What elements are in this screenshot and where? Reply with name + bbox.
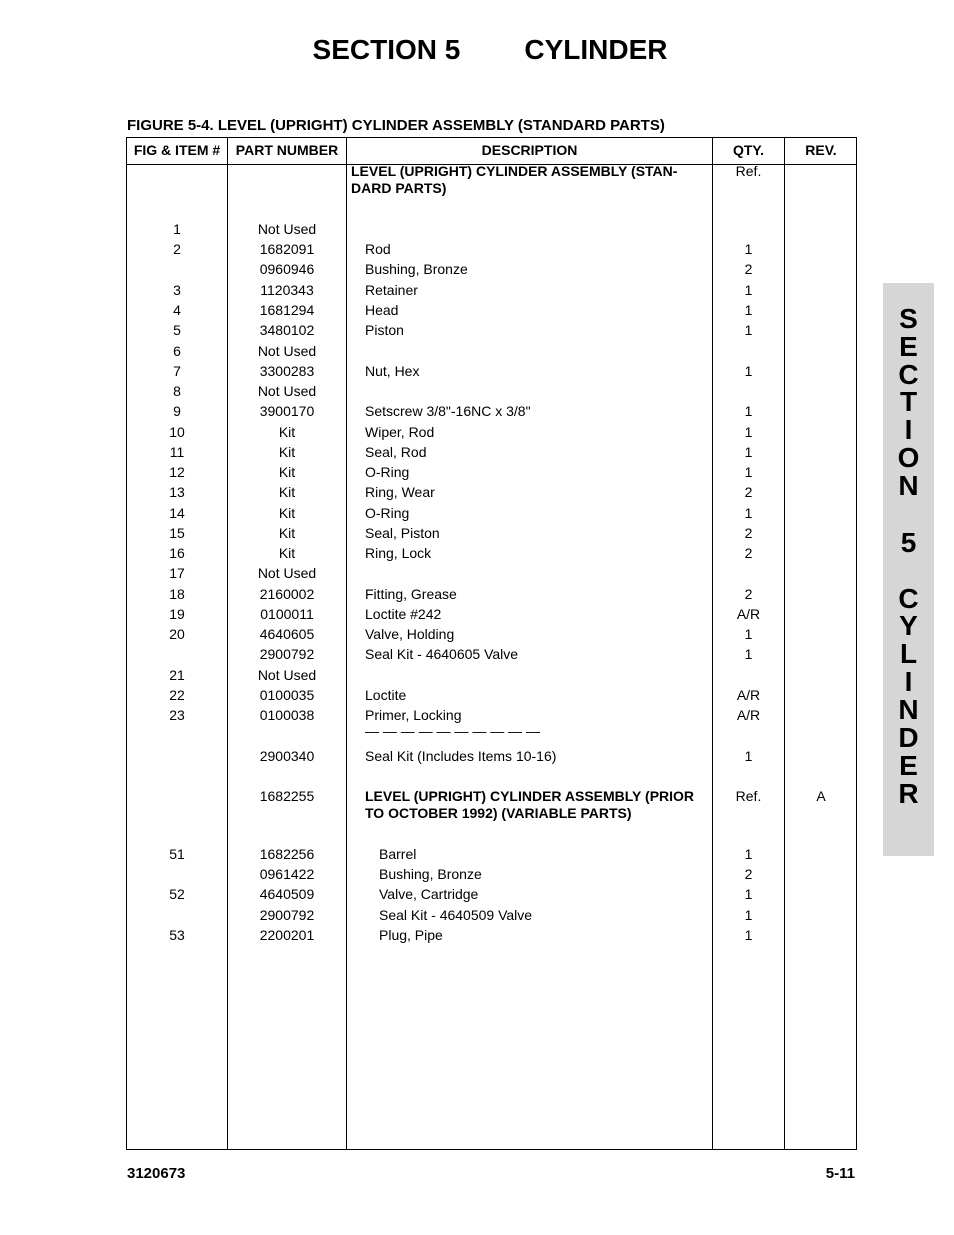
description-line: TO OCTOBER 1992) (VARIABLE PARTS) [365, 805, 632, 821]
description-cell [351, 424, 725, 440]
description-line: Bushing, Bronze [379, 866, 482, 882]
qty-cell: A/R [736, 687, 761, 703]
header-rev: REV. [805, 142, 837, 158]
qty-cell: A/R [736, 707, 761, 723]
fig-item-cell: 16 [169, 545, 185, 561]
description-cell [351, 322, 725, 338]
description-cell [351, 403, 725, 419]
side-tab-letter: Y [899, 610, 918, 641]
fig-item-cell: 53 [169, 927, 185, 943]
part-number-cell: 2900792 [259, 907, 315, 923]
description-line: Valve, Cartridge [379, 886, 479, 902]
qty-cell: 1 [744, 886, 753, 902]
part-number-cell: 0100011 [260, 606, 314, 622]
description-line: Loctite #242 [365, 606, 442, 622]
side-tab-letter: E [899, 331, 918, 362]
description-line: Ring, Lock [365, 545, 432, 561]
description-line: LEVEL (UPRIGHT) CYLINDER ASSEMBLY (STAN- [351, 163, 678, 179]
side-tab-letter: N [898, 694, 919, 725]
description-line: Seal Kit - 4640605 Valve [365, 646, 519, 662]
description-cell [351, 282, 725, 298]
qty-cell: 1 [744, 363, 753, 379]
header-part-number: PART NUMBER [235, 142, 339, 158]
part-number-cell: Kit [278, 545, 296, 561]
part-number-cell: 3480102 [259, 322, 315, 338]
qty-cell: 1 [744, 241, 753, 257]
description-cell [351, 846, 739, 862]
fig-item-cell: 7 [173, 363, 181, 379]
part-number-cell: 3300283 [259, 363, 315, 379]
fig-item-cell: 4 [173, 302, 181, 318]
description-cell [351, 444, 725, 460]
qty-cell: 2 [744, 261, 753, 277]
qty-cell: 1 [744, 626, 753, 642]
part-number-cell: 1681294 [259, 302, 315, 318]
qty-cell: 1 [744, 927, 753, 943]
side-tab-letter: I [904, 666, 913, 697]
part-number-cell: 0961422 [259, 866, 315, 882]
description-line: Seal, Piston [365, 525, 440, 541]
part-number-cell: 4640509 [259, 886, 315, 902]
qty-cell: Ref. [735, 163, 762, 179]
description-line: Seal Kit (Includes Items 10-16) [365, 748, 557, 764]
part-number-cell: 2160002 [259, 586, 315, 602]
qty-cell: 2 [744, 586, 753, 602]
part-number-cell: Not Used [257, 565, 317, 581]
fig-item-cell: 18 [169, 586, 185, 602]
qty-cell: 2 [744, 545, 753, 561]
part-number-cell: 1682255 [259, 788, 315, 804]
page-number: 5-11 [825, 1165, 855, 1182]
fig-item-cell: 6 [173, 343, 181, 359]
qty-cell: 1 [744, 907, 753, 923]
side-tab-letter: D [898, 722, 919, 753]
description-cell [351, 723, 725, 739]
part-number-cell: Kit [278, 505, 296, 521]
description-cell [351, 525, 725, 541]
part-number-cell: Kit [278, 444, 296, 460]
side-tab-letter: E [899, 750, 918, 781]
column-divider [784, 138, 785, 1149]
fig-item-cell: 10 [169, 424, 185, 440]
description-cell [351, 241, 725, 257]
description-line: Seal, Rod [365, 444, 427, 460]
description-line: DARD PARTS) [351, 180, 447, 196]
fig-item-cell: 5 [173, 322, 181, 338]
fig-item-cell: 11 [169, 444, 185, 460]
description-cell [351, 748, 725, 764]
side-tab-letter: S [899, 303, 918, 334]
description-cell [351, 464, 725, 480]
part-number-cell: 0100038 [259, 707, 315, 723]
description-cell [351, 606, 725, 622]
doc-number: 3120673 [127, 1165, 186, 1182]
description-line: Head [365, 302, 399, 318]
description-cell [351, 626, 725, 642]
fig-item-cell: 22 [169, 687, 185, 703]
side-tab-letter: T [899, 386, 918, 417]
description-line: Plug, Pipe [379, 927, 443, 943]
figure-caption: FIGURE 5-4. LEVEL (UPRIGHT) CYLINDER ASSEMBLY (STANDARD PARTS) [127, 117, 665, 134]
fig-item-cell: 12 [169, 464, 185, 480]
description-cell [351, 484, 725, 500]
side-tab-letter: N [898, 470, 919, 501]
part-number-cell: 4640605 [259, 626, 315, 642]
qty-cell: 1 [744, 748, 753, 764]
column-divider [346, 138, 347, 1149]
part-number-cell: Not Used [257, 343, 317, 359]
side-tab-letter: O [897, 442, 920, 473]
part-number-cell: 2900340 [259, 748, 315, 764]
description-line: Fitting, Grease [365, 586, 457, 602]
parts-table [126, 137, 857, 1150]
fig-item-cell: 23 [169, 707, 185, 723]
section-title [0, 34, 954, 66]
description-cell [351, 707, 725, 723]
description-cell [351, 363, 725, 379]
qty-cell: 1 [744, 282, 753, 298]
qty-cell: 1 [744, 322, 753, 338]
section-number: SECTION 5 [312, 34, 461, 65]
part-number-cell: Kit [278, 525, 296, 541]
description-line: Nut, Hex [365, 363, 420, 379]
description-line: Seal Kit - 4640509 Valve [379, 907, 533, 923]
description-line: — — — — — — — — — — [365, 723, 541, 739]
qty-cell: 2 [744, 484, 753, 500]
part-number-cell: 3900170 [259, 403, 315, 419]
description-cell [351, 907, 739, 923]
section-name: CYLINDER [524, 34, 668, 65]
qty-cell: 1 [744, 505, 753, 521]
part-number-cell: Not Used [257, 383, 317, 399]
side-tab-letter: R [898, 778, 919, 809]
fig-item-cell: 9 [173, 403, 181, 419]
qty-cell: 1 [744, 302, 753, 318]
part-number-cell: 0960946 [259, 261, 315, 277]
fig-item-cell: 15 [169, 525, 185, 541]
fig-item-cell: 52 [169, 886, 185, 902]
description-line: Valve, Holding [365, 626, 455, 642]
qty-cell: Ref. [735, 788, 762, 804]
description-line: O-Ring [365, 505, 410, 521]
description-cell [351, 866, 739, 882]
description-line: Wiper, Rod [365, 424, 435, 440]
description-cell [351, 586, 725, 602]
fig-item-cell: 51 [169, 846, 185, 862]
qty-cell: A/R [736, 606, 761, 622]
description-line: Barrel [379, 846, 417, 862]
description-line: Setscrew 3/8"-16NC x 3/8" [365, 403, 531, 419]
part-number-cell: Not Used [257, 667, 317, 683]
header-fig-item: FIG & ITEM # [133, 142, 221, 158]
description-line: Ring, Wear [365, 484, 435, 500]
part-number-cell: 1682256 [259, 846, 315, 862]
description-line: Piston [365, 322, 404, 338]
description-cell [351, 646, 725, 662]
fig-item-cell: 8 [173, 383, 181, 399]
side-tab-letter: L [899, 638, 918, 669]
qty-cell: 1 [744, 424, 753, 440]
side-tab-letter: C [898, 583, 919, 614]
part-number-cell: 0100035 [259, 687, 315, 703]
side-tab-letter: I [904, 414, 913, 445]
header-qty: QTY. [732, 142, 765, 158]
part-number-cell: 2900792 [259, 646, 315, 662]
part-number-cell: Not Used [257, 221, 317, 237]
description-cell [351, 545, 725, 561]
description-line: LEVEL (UPRIGHT) CYLINDER ASSEMBLY (PRIOR [365, 788, 695, 804]
fig-item-cell: 1 [173, 221, 181, 237]
description-line: Loctite [365, 687, 407, 703]
part-number-cell: 2200201 [259, 927, 315, 943]
part-number-cell: 1120343 [260, 282, 314, 298]
description-line: Bushing, Bronze [365, 261, 468, 277]
table-header [127, 138, 856, 165]
description-cell [351, 687, 725, 703]
qty-cell: 1 [744, 444, 753, 460]
fig-item-cell: 20 [169, 626, 185, 642]
qty-cell: 2 [744, 525, 753, 541]
fig-item-cell: 21 [169, 667, 185, 683]
description-line: Primer, Locking [365, 707, 462, 723]
fig-item-cell: 13 [169, 484, 185, 500]
section-side-tab [883, 283, 934, 856]
fig-item-cell: 3 [173, 282, 181, 298]
description-cell [351, 886, 739, 902]
description-cell [351, 261, 725, 277]
header-description: DESCRIPTION [481, 142, 578, 158]
rev-cell: A [816, 788, 826, 804]
part-number-cell: 1682091 [259, 241, 315, 257]
description-cell [351, 505, 725, 521]
qty-cell: 1 [744, 464, 753, 480]
description-cell [351, 163, 711, 197]
part-number-cell: Kit [278, 424, 296, 440]
description-cell [351, 788, 725, 822]
description-cell [351, 302, 725, 318]
fig-item-cell: 17 [169, 565, 185, 581]
part-number-cell: Kit [278, 464, 296, 480]
side-tab-letter: 5 [900, 527, 917, 558]
description-line: O-Ring [365, 464, 410, 480]
fig-item-cell: 19 [169, 606, 185, 622]
part-number-cell: Kit [278, 484, 296, 500]
qty-cell: 1 [744, 403, 753, 419]
qty-cell: 1 [744, 646, 753, 662]
qty-cell: 1 [744, 846, 753, 862]
side-tab-letter: C [898, 359, 919, 390]
description-line: Rod [365, 241, 391, 257]
fig-item-cell: 14 [169, 505, 185, 521]
description-cell [351, 927, 739, 943]
description-line: Retainer [365, 282, 418, 298]
qty-cell: 2 [744, 866, 753, 882]
fig-item-cell: 2 [173, 241, 181, 257]
